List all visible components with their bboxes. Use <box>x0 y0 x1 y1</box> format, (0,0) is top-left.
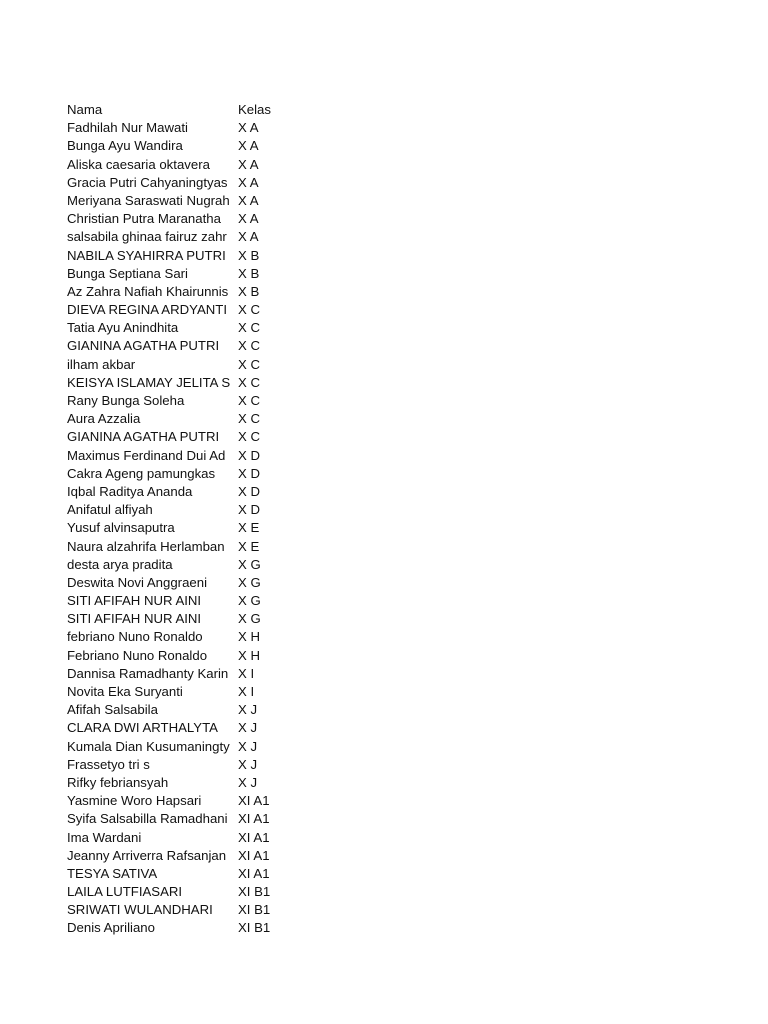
student-kelas-cell: X D <box>238 502 260 518</box>
student-name-cell: GIANINA AGATHA PUTRI <box>67 429 220 445</box>
student-kelas-cell: X G <box>238 611 261 627</box>
student-name-cell: Cakra Ageng pamungkas <box>67 465 216 481</box>
student-name-cell: Dannisa Ramadhanty Karin <box>67 665 229 681</box>
student-name-cell: Rifky febriansyah <box>67 774 169 790</box>
student-name-cell: Anifatul alfiyah <box>67 502 153 518</box>
student-kelas-cell: XI B1 <box>238 902 271 918</box>
student-name-cell: Febriano Nuno Ronaldo <box>67 647 208 663</box>
table-row <box>67 392 327 410</box>
table-row <box>67 556 327 574</box>
table-row <box>67 519 327 537</box>
student-name-cell: Deswita Novi Anggraeni <box>67 574 208 590</box>
student-name-cell: Yusuf alvinsaputra <box>67 520 175 536</box>
table-row <box>67 265 327 283</box>
student-kelas-cell: X C <box>238 374 260 390</box>
table-row <box>67 701 327 719</box>
table-header-row <box>67 101 327 119</box>
student-name-cell: Bunga Septiana Sari <box>67 265 188 281</box>
student-name-cell: Rany Bunga Soleha <box>67 393 185 408</box>
student-kelas-cell: X E <box>238 538 260 554</box>
table-row <box>67 810 327 828</box>
student-kelas-cell: X A <box>238 156 259 172</box>
table-row <box>67 283 327 301</box>
table-row <box>67 665 327 683</box>
student-name-cell: CLARA DWI ARTHALYTA <box>67 720 218 736</box>
student-name-cell: Iqbal Raditya Ananda <box>67 483 193 499</box>
table-row <box>67 174 327 192</box>
student-kelas-cell: X J <box>238 756 258 772</box>
table-row <box>67 301 327 319</box>
header-kelas: Kelas <box>238 102 271 117</box>
table-row <box>67 501 327 519</box>
student-name-cell: Aura Azzalia <box>67 411 141 427</box>
student-name-cell: Maximus Ferdinand Dui Ad <box>67 447 226 463</box>
student-kelas-cell: X H <box>238 647 260 663</box>
student-kelas-cell: X E <box>238 520 260 536</box>
table-row <box>67 156 327 174</box>
student-name-cell: SRIWATI WULANDHARI <box>67 902 213 918</box>
student-kelas-cell: X C <box>238 393 260 408</box>
student-kelas-cell: XI B1 <box>238 884 271 900</box>
student-kelas-cell: XI A1 <box>238 847 270 863</box>
student-name-cell: ilham akbar <box>67 356 136 372</box>
student-name-cell: GIANINA AGATHA PUTRI <box>67 338 220 354</box>
student-name-cell: Denis Apriliano <box>67 920 155 936</box>
student-kelas-cell: X I <box>238 665 255 681</box>
table-row <box>67 538 327 556</box>
student-kelas-cell: X D <box>238 447 260 463</box>
student-name-cell: TESYA SATIVA <box>67 865 158 881</box>
student-name-cell: Gracia Putri Cahyaningtyas <box>67 174 228 190</box>
student-name-cell: desta arya pradita <box>67 556 173 572</box>
table-row <box>67 756 327 774</box>
table-row <box>67 319 327 337</box>
table-row <box>67 210 327 228</box>
student-kelas-cell: X G <box>238 556 261 572</box>
student-name-cell: LAILA LUTFIASARI <box>67 884 183 900</box>
student-kelas-cell: X C <box>238 320 260 336</box>
table-row <box>67 574 327 592</box>
student-name-cell: SITI AFIFAH NUR AINI <box>67 593 202 609</box>
student-kelas-cell: X B <box>238 265 260 281</box>
student-kelas-cell: X J <box>238 702 258 718</box>
student-name-cell: Tatia Ayu Anindhita <box>67 320 179 336</box>
student-name-cell: Christian Putra Maranatha <box>67 211 221 227</box>
table-row <box>67 410 327 428</box>
student-name-cell: Jeanny Arriverra Rafsanjan <box>67 847 227 863</box>
student-name-cell: Afifah Salsabila <box>67 702 158 718</box>
table-row <box>67 847 327 865</box>
table-row <box>67 483 327 501</box>
student-name-cell: Syifa Salsabilla Ramadhani <box>67 811 228 827</box>
table-row <box>67 592 327 610</box>
student-kelas-cell: X J <box>238 774 258 790</box>
table-row <box>67 247 327 265</box>
student-kelas-cell: X C <box>238 429 260 445</box>
table-row <box>67 774 327 792</box>
student-kelas-cell: X A <box>238 211 259 227</box>
table-row <box>67 683 327 701</box>
student-name-cell: Meriyana Saraswati Nugrah <box>67 192 230 208</box>
student-kelas-cell: X D <box>238 483 260 499</box>
student-kelas-cell: X J <box>238 738 258 754</box>
student-name-cell: Bunga Ayu Wandira <box>67 138 183 154</box>
table-row <box>67 337 327 355</box>
student-name-cell: Naura alzahrifa Herlamban <box>67 538 225 554</box>
table-row <box>67 610 327 628</box>
student-kelas-cell: X A <box>238 174 259 190</box>
table-row <box>67 919 327 937</box>
student-kelas-cell: X I <box>238 684 255 699</box>
table-row <box>67 447 327 465</box>
table-row <box>67 883 327 901</box>
student-kelas-cell: X G <box>238 574 261 590</box>
student-kelas-cell: X B <box>238 283 260 299</box>
table-row <box>67 192 327 210</box>
student-name-cell: Ima Wardani <box>67 829 142 845</box>
student-name-cell: KEISYA ISLAMAY JELITA S <box>67 374 231 390</box>
student-name-cell: DIEVA REGINA ARDYANTI <box>67 302 227 318</box>
student-kelas-cell: X B <box>238 247 260 263</box>
student-kelas-cell: XI A1 <box>238 829 270 845</box>
table-row <box>67 119 327 137</box>
student-kelas-cell: X J <box>238 720 258 736</box>
header-nama: Nama <box>67 102 103 117</box>
student-name-cell: salsabila ghinaa fairuz zahr <box>67 229 227 245</box>
student-name-cell: Az Zahra Nafiah Khairunnis <box>67 283 229 299</box>
table-row <box>67 792 327 810</box>
table-row <box>67 374 327 392</box>
table-row <box>67 719 327 737</box>
student-name-cell: Aliska caesaria oktavera <box>67 156 210 172</box>
student-name-cell: NABILA SYAHIRRA PUTRI <box>67 247 226 263</box>
student-kelas-cell: XI A1 <box>238 811 270 827</box>
table-row <box>67 628 327 646</box>
student-kelas-cell: XI A1 <box>238 793 270 809</box>
table-row <box>67 738 327 756</box>
student-kelas-cell: X A <box>238 229 259 245</box>
student-name-cell: Frassetyo tri s <box>67 756 150 772</box>
table-row <box>67 901 327 919</box>
student-name-cell: Novita Eka Suryanti <box>67 684 183 699</box>
student-kelas-cell: X C <box>238 302 260 318</box>
student-kelas-cell: X A <box>238 120 259 136</box>
student-kelas-cell: XI A1 <box>238 865 270 881</box>
student-name-cell: Yasmine Woro Hapsari <box>67 793 202 809</box>
table-row <box>67 356 327 374</box>
student-kelas-cell: XI B1 <box>238 920 271 936</box>
table-row <box>67 465 327 483</box>
student-kelas-cell: X C <box>238 356 260 372</box>
student-name-cell: Kumala Dian Kusumaningty <box>67 738 230 754</box>
student-name-cell: febriano Nuno Ronaldo <box>67 629 203 645</box>
student-kelas-cell: X A <box>238 192 259 208</box>
student-kelas-cell: X H <box>238 629 260 645</box>
table-body <box>67 119 327 937</box>
student-table <box>67 101 327 938</box>
table-row <box>67 428 327 446</box>
student-kelas-cell: X C <box>238 411 260 427</box>
table-row <box>67 647 327 665</box>
table-row <box>67 865 327 883</box>
student-name-cell: Fadhilah Nur Mawati <box>67 120 188 136</box>
student-kelas-cell: X A <box>238 138 259 154</box>
student-kelas-cell: X D <box>238 465 260 481</box>
table-row <box>67 137 327 155</box>
student-kelas-cell: X C <box>238 338 260 354</box>
table-row <box>67 829 327 847</box>
student-kelas-cell: X G <box>238 593 261 609</box>
student-name-cell: SITI AFIFAH NUR AINI <box>67 611 202 627</box>
table-row <box>67 228 327 246</box>
